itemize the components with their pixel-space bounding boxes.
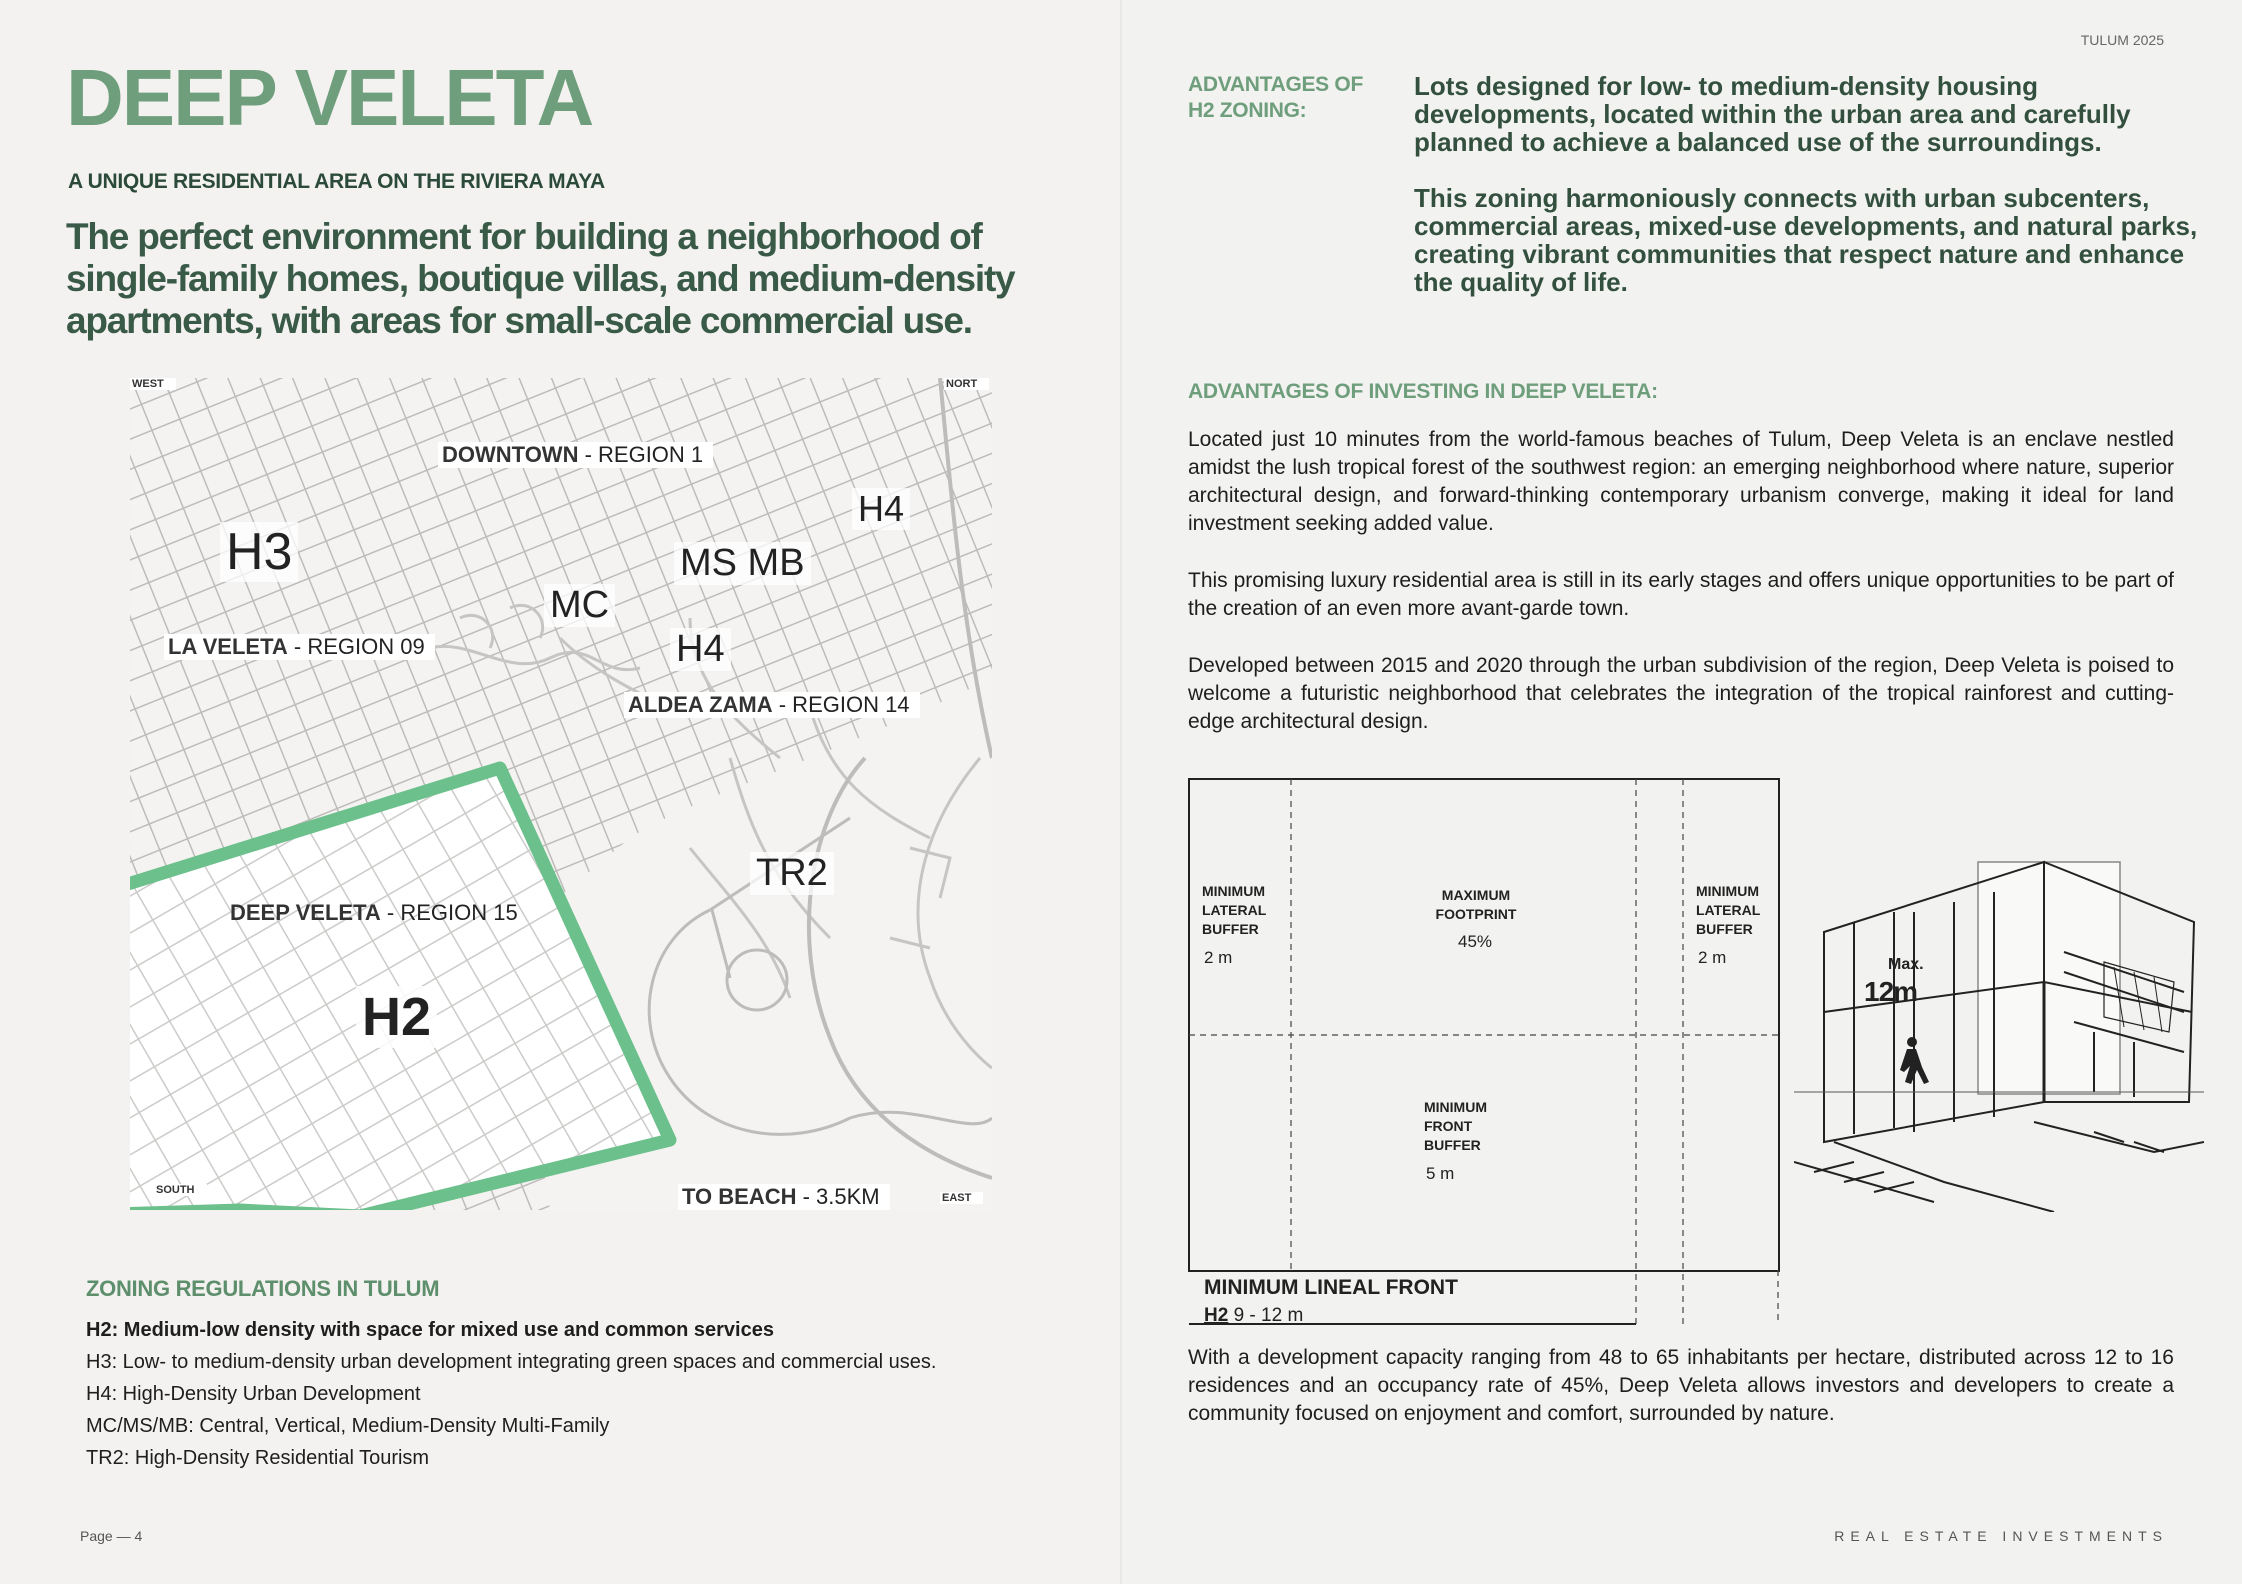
footprint-value: 45% [1458, 932, 1493, 951]
zoning-title: ZONING REGULATIONS IN TULUM [86, 1276, 440, 1301]
front-buffer-label: MINIMUM FRONT BUFFER [1424, 1099, 1487, 1153]
list-item: H4: High-Density Urban Development [86, 1383, 421, 1405]
max-height-label: Max. [1888, 956, 1924, 973]
front-buffer-value: 5 m [1426, 1164, 1455, 1183]
corner-nort: NORT [944, 378, 989, 390]
advantages-label: ADVANTAGES OF H2 ZONING: [1188, 73, 1363, 122]
lateral-right-label: MINIMUM LATERAL BUFFER [1696, 883, 1761, 937]
lineal-front-label: MINIMUM LINEAL FRONT [1204, 1276, 1458, 1299]
list-item: MC/MS/MB: Central, Vertical, Medium-Density Multi-Family [86, 1415, 610, 1437]
zone-h2: H2 [356, 986, 437, 1048]
building-sketch [1794, 842, 2204, 1212]
corner-west: WEST [130, 378, 176, 390]
max-height-value: 12m [1864, 976, 1918, 1007]
invest-title: ADVANTAGES OF INVESTING IN DEEP VELETA: [1188, 380, 1658, 403]
right-page [1122, 0, 2242, 1584]
zone-mc: MC [544, 584, 615, 627]
zoning-map [130, 378, 992, 1210]
region-deep-veleta: DEEP VELETA - REGION 15 [230, 900, 518, 925]
footer-title: REAL ESTATE INVESTMENTS [1834, 1528, 2168, 1544]
lateral-left-label: MINIMUM LATERAL BUFFER [1202, 883, 1267, 937]
invest-paragraphs [1188, 426, 2174, 765]
list-item: TR2: High-Density Residential Tourism [86, 1447, 430, 1469]
lateral-right-value: 2 m [1698, 948, 1727, 967]
region-to-beach: TO BEACH - 3.5KM [678, 1184, 890, 1210]
region-downtown: DOWNTOWN - REGION 1 [438, 442, 713, 468]
left-page [0, 0, 1120, 1584]
corner-south: SOUTH [154, 1184, 207, 1196]
advantages-text [1414, 72, 2214, 324]
advantages-paragraph-2: This zoning harmoniously connects with urban subcenters, commercial areas, mixed-use developments, and natural parks, creating vibrant communities that respect nature and enhance the quality of life. [1414, 183, 2198, 297]
corner-east: EAST [940, 1192, 983, 1204]
zone-tr2: TR2 [750, 852, 834, 895]
header-tag: TULUM 2025 [2080, 32, 2164, 48]
closing-paragraph: With a development capacity ranging from 48 to 65 inhabitants per hectare, distributed across 12 to 16 residences and an occupancy rate of 45%, Deep Veleta allows investors and developers to create a community focused on enjoyment and comfort, surrounded by nature. [1188, 1346, 2174, 1425]
zoning-list [86, 1314, 1046, 1474]
footprint-label: MAXIMUM FOOTPRINT [1435, 887, 1517, 922]
lot-diagram-lines [1188, 778, 1782, 1326]
invest-paragraph-3: Developed between 2015 and 2020 through the urban subdivision of the region, Deep Veleta is poised to welcome a futuristic neighborhood that celebrates the integration of the tropical rainforest and cutting-edge architectural design. [1188, 654, 2174, 733]
lateral-left-value: 2 m [1204, 948, 1233, 967]
invest-paragraph-1: Located just 10 minutes from the world-famous beaches of Tulum, Deep Veleta is an enclave nestled amidst the lush tropical forest of the southwest region: an emerging neighborhood where nature, superior architectural design, and forward-thinking contemporary urbanism converge, making it ideal for land investment seeking added value. [1188, 428, 2174, 535]
lead-paragraph: The perfect environment for building a neighborhood of single-family homes, boutique villas, and medium-density apartments, with areas for small-scale commercial use. [66, 216, 1015, 341]
lot-diagram [1188, 778, 1782, 1326]
zone-h3: H3 [220, 522, 298, 582]
zone-ms-mb: MS MB [674, 542, 811, 585]
zone-h4-top: H4 [852, 488, 910, 530]
region-la-veleta: LA VELETA - REGION 09 [164, 634, 435, 660]
lineal-front-value: H2 9 - 12 m [1204, 1305, 1304, 1326]
list-item: H2: Medium-low density with space for mixed use and common services [86, 1319, 774, 1341]
zone-h4-center: H4 [670, 628, 731, 671]
page-title: DEEP VELETA [66, 53, 593, 142]
invest-paragraph-2: This promising luxury residential area is still in its early stages and offers unique opportunities to be part of the creation of an even more avant-garde town. [1188, 569, 2174, 620]
subtitle: A UNIQUE RESIDENTIAL AREA ON THE RIVIERA MAYA [68, 170, 605, 193]
region-aldea-zama: ALDEA ZAMA - REGION 14 [624, 692, 920, 718]
page-number: Page — 4 [80, 1528, 143, 1544]
advantages-paragraph-1: Lots designed for low- to medium-density housing developments, located within the urban area and carefully planned to achieve a balanced use of the surroundings. [1414, 71, 2131, 157]
list-item: H3: Low- to medium-density urban development integrating green spaces and commercial uses. [86, 1351, 937, 1373]
